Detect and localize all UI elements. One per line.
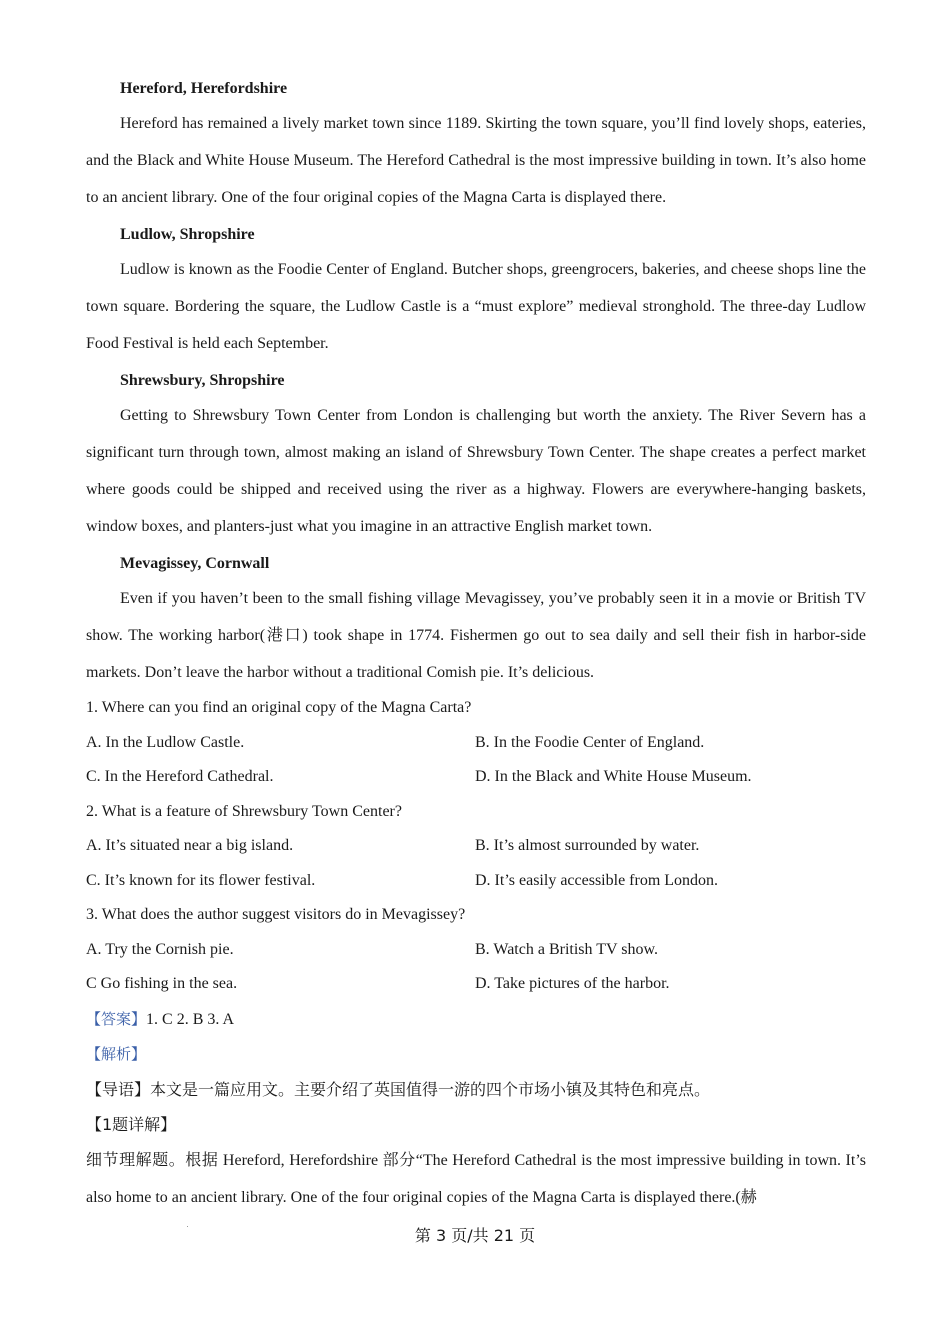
option-row bbox=[86, 933, 866, 968]
question-stem: 2. What is a feature of Shrewsbury Town Center? bbox=[86, 802, 402, 820]
option-d: D. It’s easily accessible from London. bbox=[475, 871, 719, 889]
section-paragraph: Even if you haven’t been to the small fishing village Mevagissey, you’ve probably seen it in a movie or British TV show. The working harbor(港口) took shape in 1774. Fishermen go out to sea daily and sell their fish in harbor-side markets. Don’t leave the harbor without a traditional Comish pie. It’s delicious. bbox=[86, 590, 866, 681]
option-b: B. Watch a British TV show. bbox=[475, 940, 659, 958]
section-paragraph: Getting to Shrewsbury Town Center from London is challenging but worth the anxiety. The River Severn has a significant turn through town, almost making an island of Shrewsbury Town Center. The shape creates a perfect market where goods could be shipped and received using the river as a highway. Flowers are everywhere-hanging baskets, window boxes, and planters-just what you imagine in an attractive English market town. bbox=[86, 407, 866, 535]
section-heading: Hereford, Herefordshire bbox=[120, 80, 288, 97]
option-a: A. It’s situated near a big island. bbox=[86, 837, 294, 854]
answer-label: 【答案】 bbox=[86, 1009, 147, 1028]
answer-section bbox=[86, 1002, 866, 1216]
option-b: B. In the Foodie Center of England. bbox=[475, 733, 705, 751]
guide-label: 【导语】 bbox=[86, 1079, 151, 1099]
section-heading: Shrewsbury, Shropshire bbox=[120, 372, 285, 389]
passage-section bbox=[86, 79, 866, 691]
option-a: A. Try the Cornish pie. bbox=[86, 940, 234, 958]
answer-text: 1. C 2. B 3. A bbox=[146, 1010, 235, 1028]
option-row bbox=[86, 726, 866, 761]
question-stem: 3. What does the author suggest visitors do in Mevagissey? bbox=[86, 906, 466, 923]
option-c: C Go fishing in the sea. bbox=[86, 975, 238, 992]
option-row bbox=[86, 864, 866, 899]
option-c: C. In the Hereford Cathedral. bbox=[86, 768, 274, 785]
section-heading: Ludlow, Shropshire bbox=[120, 226, 255, 243]
option-d: D. In the Black and White House Museum. bbox=[475, 768, 752, 785]
option-a: A. In the Ludlow Castle. bbox=[86, 733, 245, 751]
page-footer: 第 3 页/共 21 页 bbox=[414, 1226, 536, 1245]
option-row bbox=[86, 829, 866, 864]
section-paragraph: Hereford has remained a lively market town since 1189. Skirting the town square, you’ll find lovely shops, eateries, and the Black and White House Museum. The Hereford Cathedral is the most impressive building in town. It’s also home to an ancient library. One of the four original copies of the Magna Carta is displayed there. bbox=[86, 115, 866, 206]
analysis-label: 【解析】 bbox=[86, 1044, 147, 1063]
option-c: C. It’s known for its flower festival. bbox=[86, 871, 316, 889]
section-paragraph: Ludlow is known as the Foodie Center of England. Butcher shops, greengrocers, bakeries, and cheese shops line the town square. Bordering the square, the Ludlow Castle is a “must explore” medieval stronghold. The three-day Ludlow Food Festival is held each September. bbox=[86, 261, 866, 352]
section-heading: Mevagissey, Cornwall bbox=[120, 555, 270, 572]
guide-line bbox=[86, 1072, 866, 1107]
option-d: D. Take pictures of the harbor. bbox=[475, 975, 670, 992]
answer-line bbox=[86, 1002, 866, 1037]
option-row bbox=[86, 760, 866, 795]
option-b: B. It’s almost surrounded by water. bbox=[475, 837, 700, 854]
option-row bbox=[86, 967, 866, 1002]
questions-section bbox=[86, 691, 866, 1002]
document-page bbox=[86, 70, 866, 1216]
detail-label: 【1题详解】 bbox=[86, 1114, 177, 1134]
guide-text: 本文是一篇应用文。主要介绍了英国值得一游的四个市场小镇及其特色和亮点。 bbox=[150, 1079, 711, 1099]
question-stem: 1. Where can you find an original copy of the Magna Carta? bbox=[86, 699, 472, 716]
analysis-line bbox=[86, 1037, 866, 1072]
detail-text: 细节理解题。根据 Hereford, Herefordshire 部分“The Hereford Cathedral is the most impressive building in town. It’s also home to an ancient library. One of the four original copies of the Magna Carta is displayed there.(赫 bbox=[86, 1151, 866, 1206]
